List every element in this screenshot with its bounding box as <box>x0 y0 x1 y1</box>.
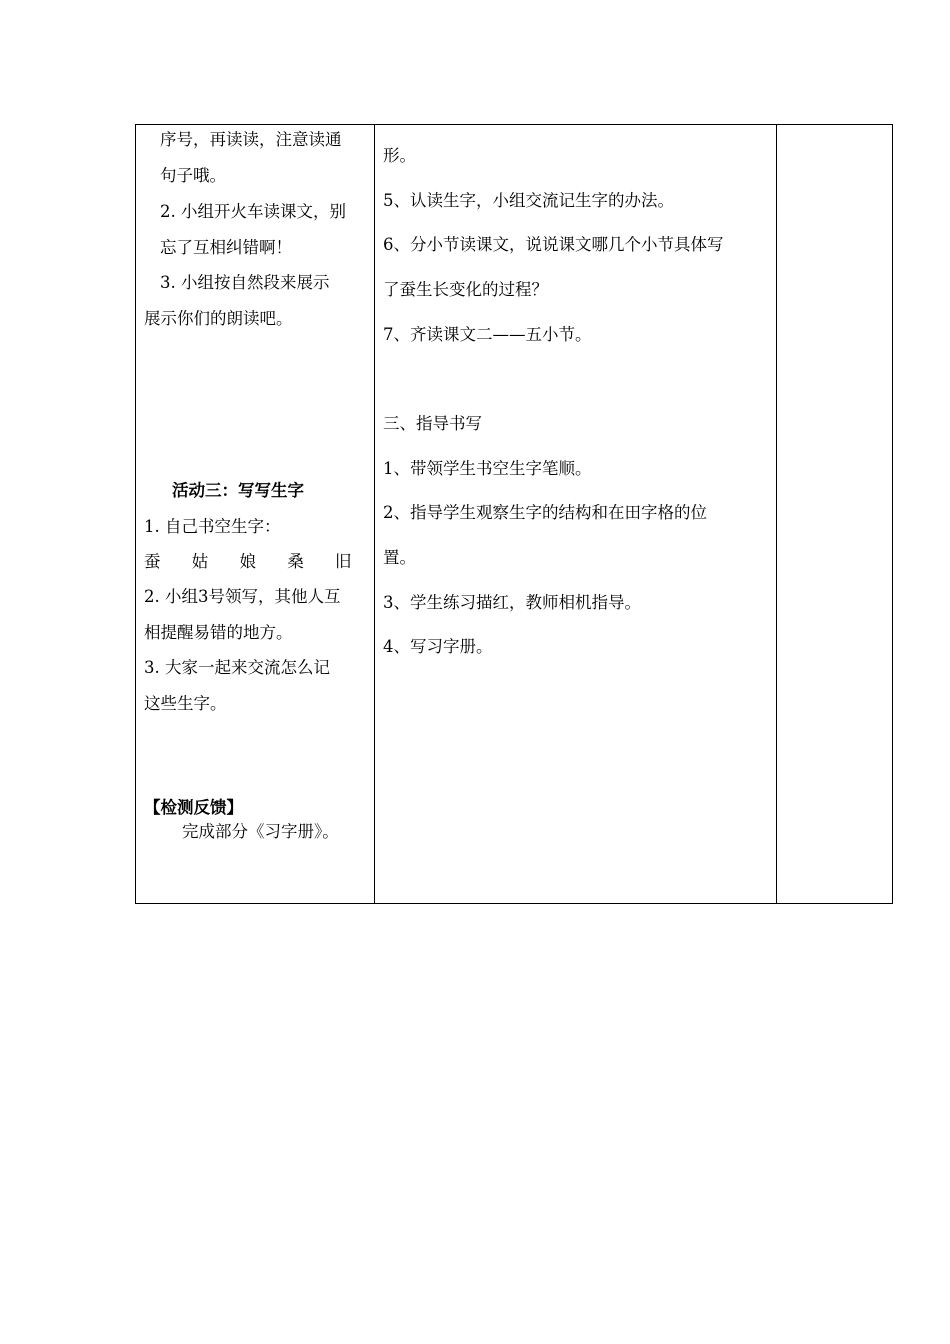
lesson-table <box>135 124 893 904</box>
writing-step-4: 4、写习字册。 <box>383 637 493 656</box>
middle-line-1: 形。 <box>383 146 416 165</box>
writing-step-1: 1、带领学生书空生字笔顺。 <box>383 459 592 478</box>
writing-step-2b: 置。 <box>383 548 416 567</box>
writing-step-3: 3、学生练习描红，教师相机指导。 <box>383 593 641 612</box>
activity-item-3b: 这些生字。 <box>144 694 227 713</box>
left-line-2: 句子哦。 <box>160 166 226 185</box>
section-three-title: 三、指导书写 <box>383 414 482 433</box>
middle-line-4: 了蚕生长变化的过程？ <box>383 280 548 299</box>
activity-item-2a: 2. 小组3号领写，其他人互 <box>144 587 341 606</box>
activity-item-1: 1. 自己书空生字： <box>144 517 281 536</box>
student-activity-cell <box>136 125 375 904</box>
feedback-text: 完成部分《习字册》。 <box>182 822 339 841</box>
activity-item-3a: 3. 大家一起来交流怎么记 <box>144 658 330 677</box>
table-row <box>136 125 893 904</box>
middle-line-3: 6、分小节读课文，说说课文哪几个小节具体写 <box>383 235 724 254</box>
left-line-5: 3. 小组按自然段来展示 <box>160 273 330 292</box>
notes-cell <box>777 125 893 904</box>
left-line-4: 忘了互相纠错啊！ <box>160 238 292 257</box>
left-line-3: 2. 小组开火车读课文，别 <box>160 202 346 221</box>
middle-line-5: 7、齐读课文二——五小节。 <box>383 325 592 344</box>
left-line-6: 展示你们的朗读吧。 <box>144 309 293 328</box>
middle-line-2: 5、认读生字，小组交流记生字的办法。 <box>383 191 674 210</box>
writing-step-2a: 2、指导学生观察生字的结构和在田字格的位 <box>383 503 707 522</box>
activity-three-title: 活动三：写写生字 <box>172 481 304 500</box>
new-characters: 蚕 姑 娘 桑 旧 <box>144 552 365 571</box>
left-line-1: 序号，再读读，注意读通 <box>160 130 342 149</box>
feedback-title: 【检测反馈】 <box>144 798 243 817</box>
teacher-activity-cell <box>375 125 777 904</box>
activity-item-2b: 相提醒易错的地方。 <box>144 623 293 642</box>
